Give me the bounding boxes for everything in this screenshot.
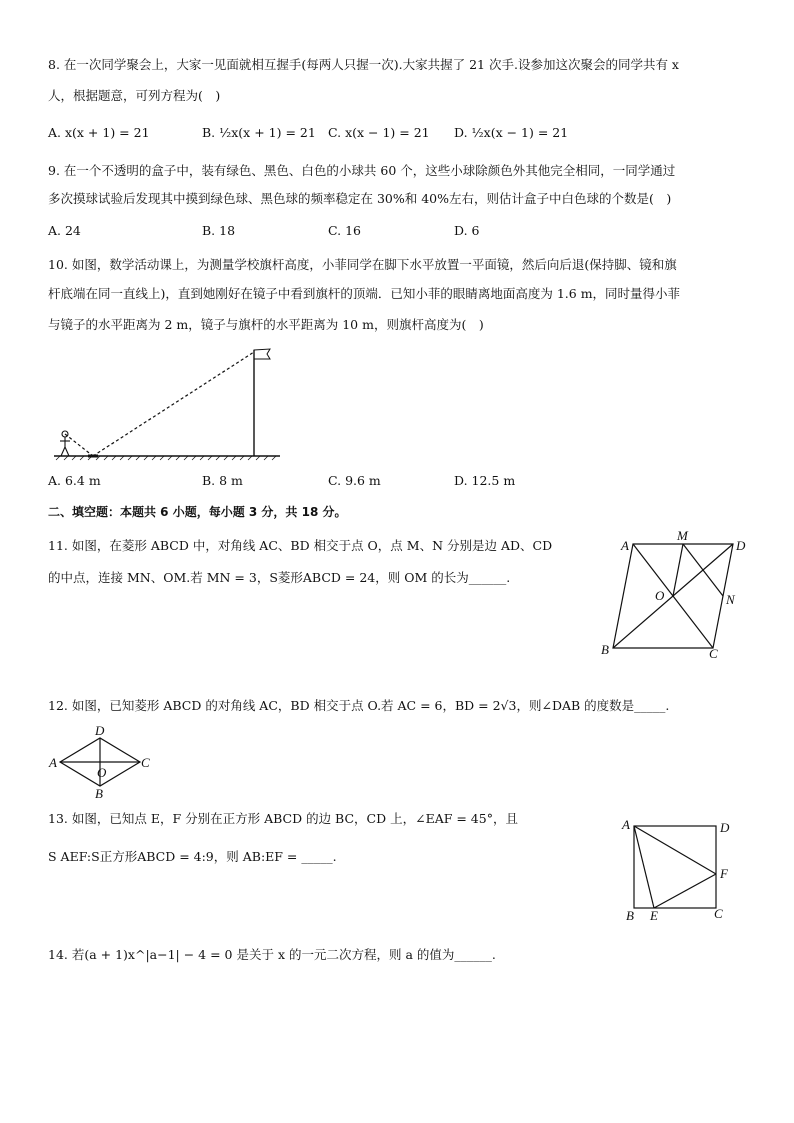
q8-line1: 8. 在一次同学聚会上，大家一见面就相互握手(每两人只握一次).大家共握了 21 次手.设参加这次聚会的同学共有 x — [48, 57, 679, 72]
q10-option-b: B. 8 m — [202, 473, 243, 488]
q10-option-c: C. 9.6 m — [328, 473, 381, 488]
q8-option-c: C. x(x − 1) = 21 — [328, 125, 430, 140]
q8-option-d: D. ½x(x − 1) = 21 — [454, 125, 569, 140]
label-m: M — [677, 528, 688, 543]
label-c: C — [141, 755, 150, 770]
label-b: B — [601, 642, 609, 657]
q10-line2: 杆底端在同一直线上)，直到她刚好在镜子中看到旗杆的顶端．已知小菲的眼睛离地面高度为 1.6 m，同时量得小菲 — [48, 286, 681, 301]
sight-line-to-flag-top — [93, 352, 254, 456]
q10-line1: 10. 如图，数学活动课上，为测量学校旗杆高度，小菲同学在脚下水平放置一平面镜，然后向后退(保持脚、镜和旗 — [48, 257, 677, 272]
q9-line2: 多次摸球试验后发现其中摸到绿色球、黑色球的频率稳定在 30%和 40%左右，则估计盒子中白色球的个数是( ) — [48, 191, 672, 206]
q10-line3: 与镜子的水平距离为 2 m，镜子与旗杆的水平距离为 10 m，则旗杆高度为( ) — [48, 317, 484, 332]
square-aef-figure — [616, 812, 736, 924]
segment-ae — [634, 826, 654, 908]
sight-line-to-mirror — [65, 434, 93, 456]
q8-option-a: A. x(x + 1) = 21 — [48, 125, 150, 140]
segment-af — [634, 826, 716, 874]
label-a: A — [49, 755, 57, 770]
label-b: B — [626, 908, 634, 923]
section2-heading: 二、填空题：本题共 6 小题，每小题 3 分，共 18 分。 — [48, 505, 347, 519]
q8-line2: 人，根据题意，可列方程为( ) — [48, 88, 221, 103]
q8-option-b: B. ½x(x + 1) = 21 — [202, 125, 316, 140]
q9-option-d: D. 6 — [454, 223, 480, 238]
q10-option-d: D. 12.5 m — [454, 473, 516, 488]
q10-option-a: A. 6.4 m — [48, 473, 101, 488]
q9-line1: 9. 在一个不透明的盒子中，装有绿色、黑色、白色的小球共 60 个，这些小球除颜色外其他完全相同，一同学通过 — [48, 163, 676, 178]
q13-line1: 13. 如图，已知点 E，F 分别在正方形 ABCD 的边 BC，CD 上，∠EAF = 45°，且 — [48, 811, 518, 826]
q9-option-a: A. 24 — [48, 223, 81, 238]
label-d: D — [736, 538, 746, 553]
label-c: C — [709, 646, 718, 660]
q14-line1: 14. 若(a + 1)x^|a−1| − 4 = 0 是关于 x 的一元二次方程，则 a 的值为______. — [48, 947, 496, 962]
label-c: C — [714, 906, 723, 921]
label-b: B — [95, 786, 103, 800]
segment-mn — [683, 544, 723, 596]
label-f: F — [720, 866, 728, 881]
rhombus-small-figure — [48, 722, 158, 800]
q9-option-b: B. 18 — [202, 223, 236, 238]
label-o: O — [97, 765, 107, 780]
label-a: A — [622, 817, 630, 832]
q13-line2: S AEF:S正方形ABCD = 4:9，则 AB:EF = _____. — [48, 849, 337, 864]
label-n: N — [726, 592, 735, 607]
label-d: D — [720, 820, 730, 835]
q11-line2: 的中点，连接 MN、OM.若 MN = 3，S菱形ABCD = 24，则 OM 的长为______. — [48, 570, 511, 585]
label-o: O — [655, 588, 665, 603]
label-d: D — [95, 723, 105, 738]
flagpole-mirror-figure — [48, 340, 288, 465]
rhombus-mn-figure — [585, 528, 765, 660]
q9-option-c: C. 16 — [328, 223, 361, 238]
label-e: E — [650, 908, 658, 923]
flag — [254, 349, 270, 359]
q12-line1: 12. 如图，已知菱形 ABCD 的对角线 AC，BD 相交于点 O.若 AC = 6，BD = 2√3，则∠DAB 的度数是_____. — [48, 698, 670, 713]
label-a: A — [621, 538, 629, 553]
q11-line1: 11. 如图，在菱形 ABCD 中，对角线 AC、BD 相交于点 O，点 M、N 分别是边 AD、CD — [48, 538, 553, 553]
segment-ef — [654, 874, 716, 908]
